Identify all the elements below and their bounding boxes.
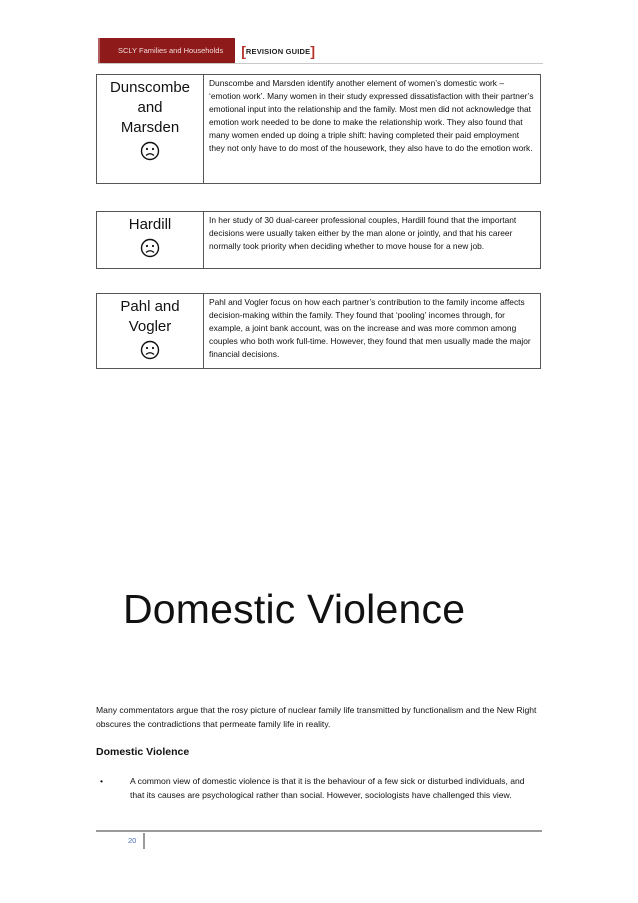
bracket-open: [	[241, 43, 246, 59]
subheading: Domestic Violence	[96, 746, 190, 758]
study-description: Dunscombe and Marsden identify another element of women’s domestic work – ‘emotion work’. Many women in their study expressed dissatisfaction with their partner’s emotional input into the relationship and the family. Most men did not acknowledge that emotion work needed to be done to make the relationship work. They also found that many women ended up doing a triple shift: having completed their paid employment they not only have to do most of the housework, they also have to do the emotion work.	[204, 75, 541, 184]
study-name-cell	[97, 294, 204, 369]
study-description: In her study of 30 dual-career professional couples, Hardill found that the important decisions were usually taken either by the man alone or jointly, and that his career normally took priority when deciding whether to move house for a new job.	[204, 212, 541, 269]
study-description: Pahl and Vogler focus on how each partner’s contribution to the family income affects decision-making within the family. They found that ‘pooling’ incomes through, for example, a joint bank account, was on the increase and was more common among couples who both work full-time. However, they found that men usually made the major financial decisions.	[204, 294, 541, 369]
page-header	[98, 38, 315, 64]
sad-face-icon	[140, 141, 160, 161]
study-name-cell	[97, 75, 204, 184]
sad-face-icon	[140, 238, 160, 258]
study-name-line: Vogler	[128, 318, 172, 335]
section-title: Domestic Violence	[123, 586, 466, 632]
intro-paragraph: Many commentators argue that the rosy picture of nuclear family life transmitted by functionalism and the New Right obscures the contradictions that permeate family life in reality.	[96, 705, 537, 729]
bullet-text: A common view of domestic violence is that it is the behaviour of a few sick or disturbed individuals, and that its causes are psychological rather than social. However, sociologists have challenged this view.	[130, 776, 525, 800]
bullet-icon: •	[100, 776, 104, 786]
bullet-item	[100, 774, 538, 802]
study-name-line: Hardill	[128, 216, 172, 233]
footer-divider	[143, 833, 145, 849]
header-rule	[98, 63, 543, 64]
study-name-line: and	[137, 99, 163, 116]
footer-rule	[96, 830, 542, 832]
study-name-line: Dunscombe	[109, 79, 191, 96]
study-name-cell	[97, 212, 204, 269]
revision-guide-label: REVISION GUIDE	[245, 46, 311, 56]
study-table-pahl-vogler	[96, 293, 541, 369]
course-title: SCLY Families and Households	[100, 38, 235, 64]
study-table-dunscombe-marsden	[96, 74, 541, 184]
page-number: 20	[128, 836, 137, 845]
study-name-line: Pahl and	[120, 298, 180, 315]
bracket-close: ]	[310, 43, 316, 59]
study-name-line: Marsden	[120, 119, 180, 136]
sad-face-icon	[140, 340, 160, 360]
study-table-hardill	[96, 211, 541, 269]
